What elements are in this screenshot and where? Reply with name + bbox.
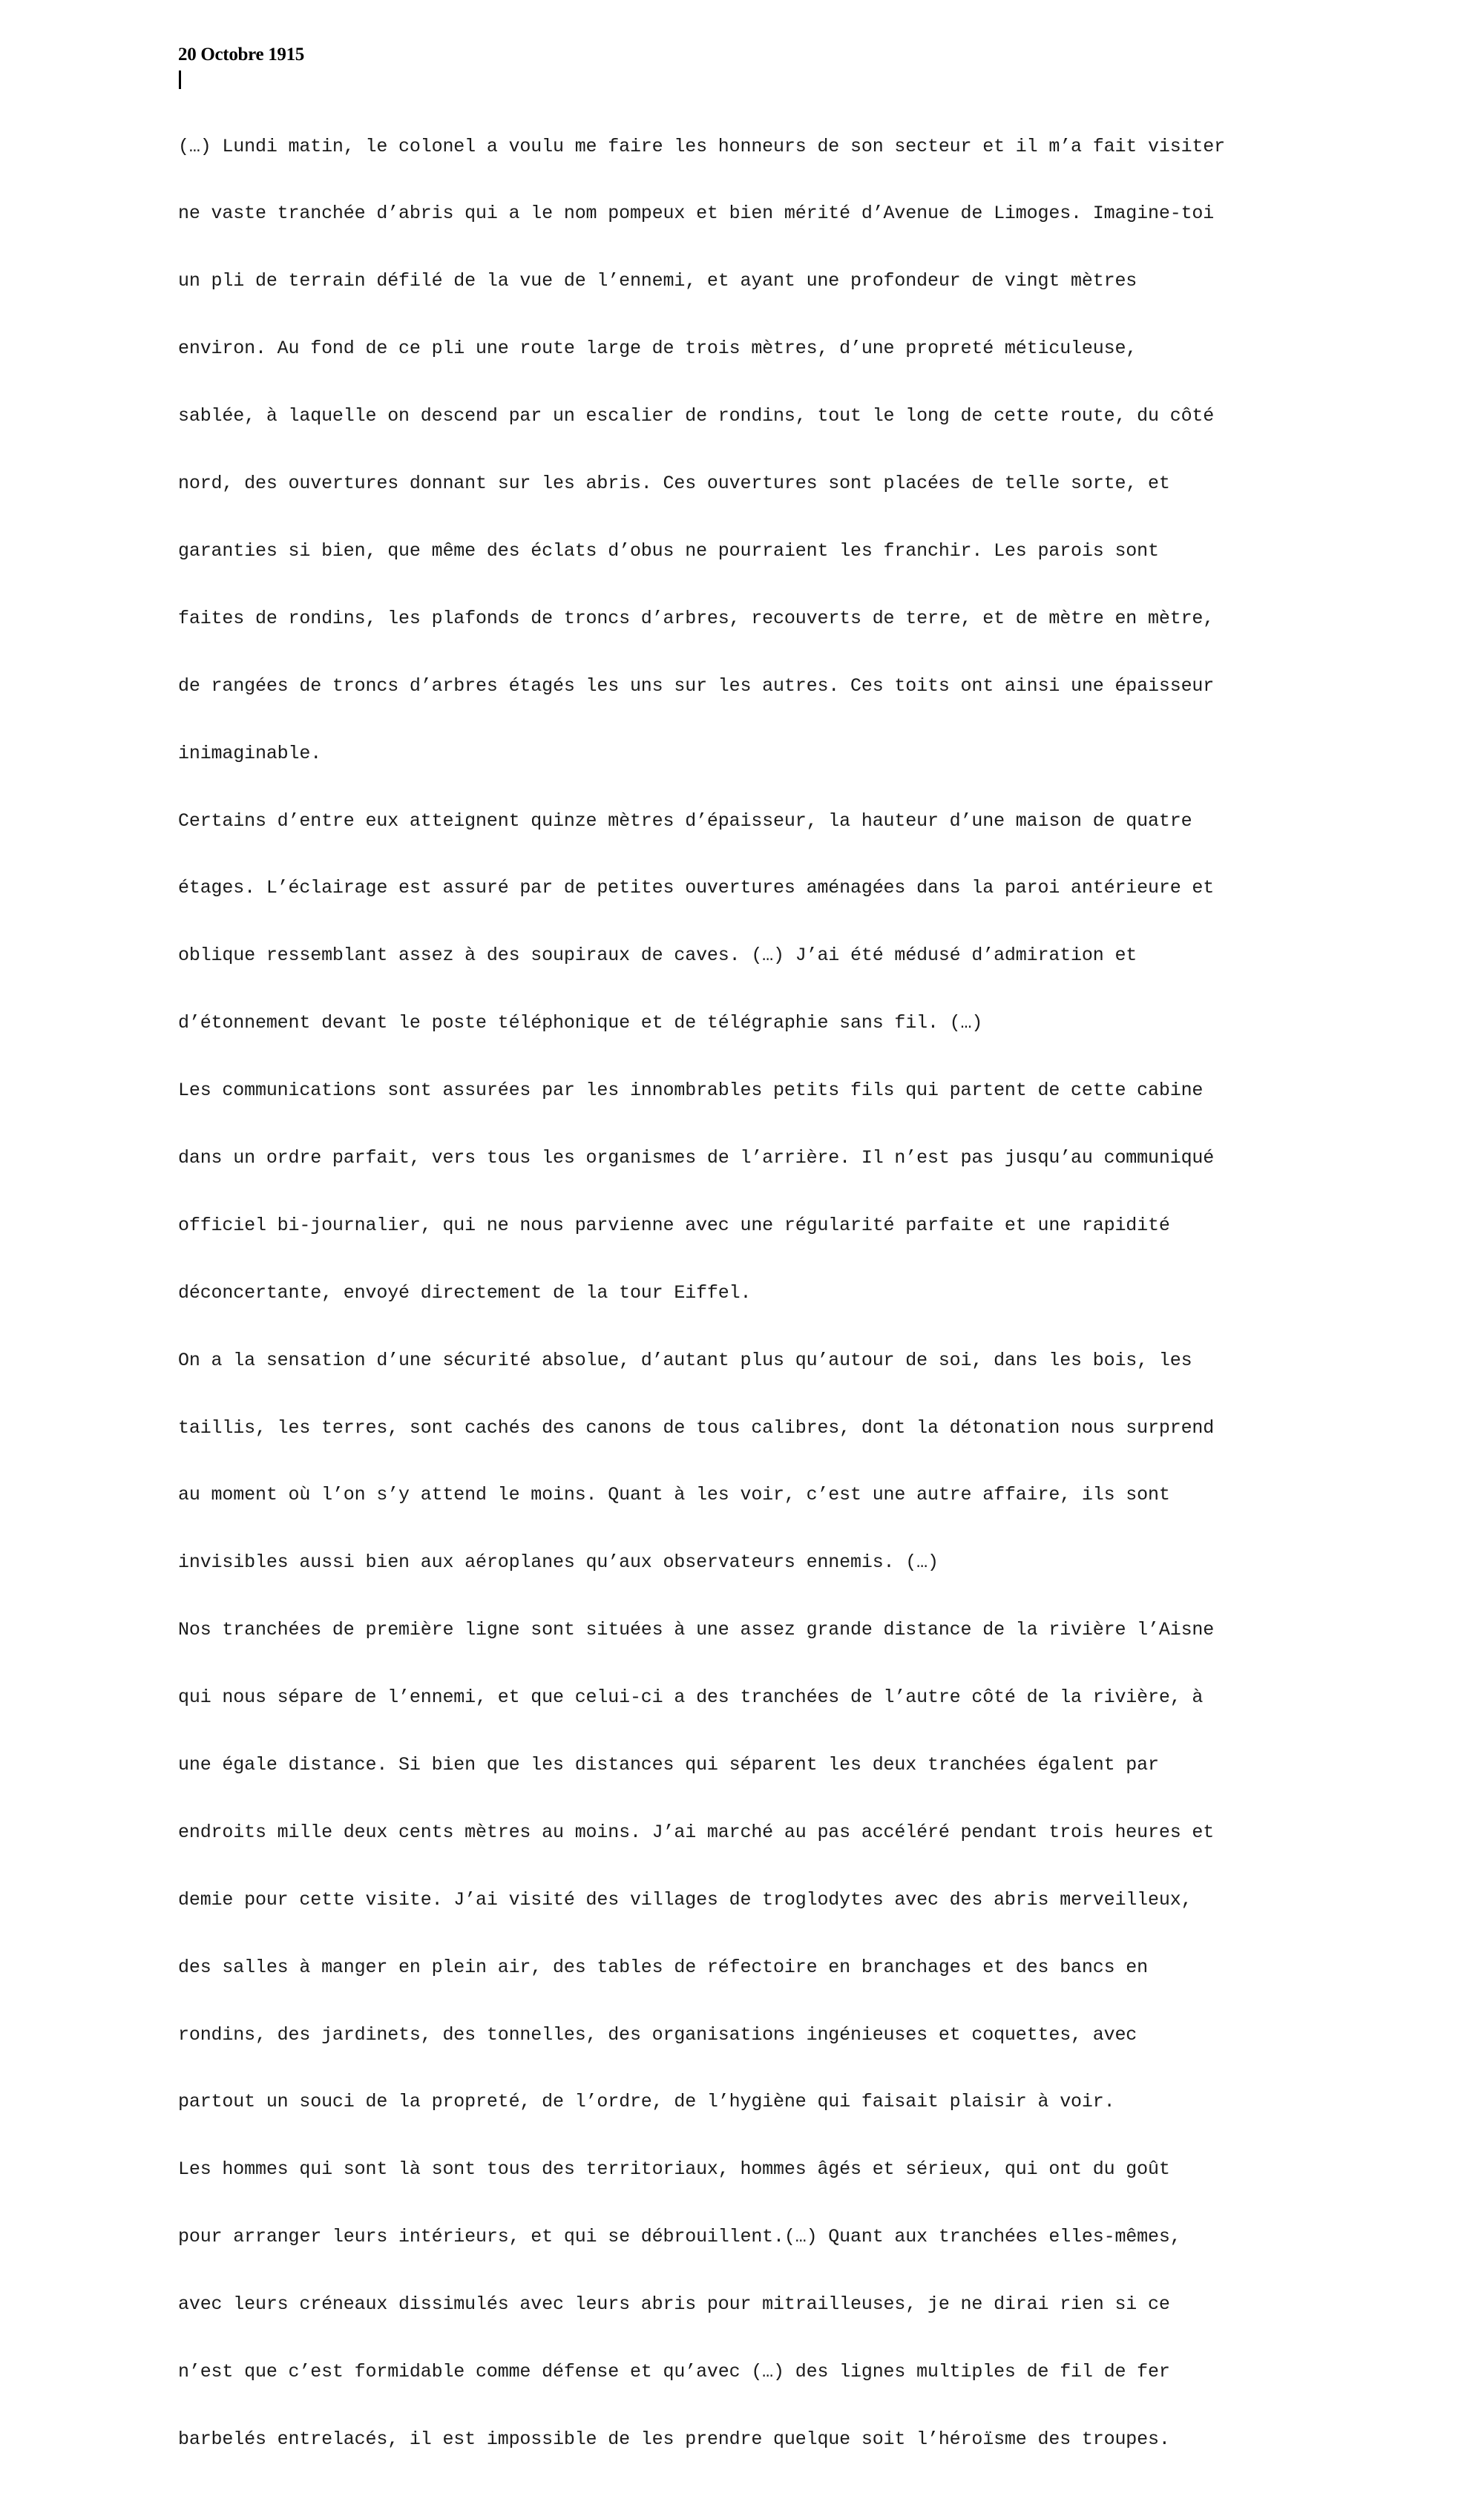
text-line: une égale distance. Si bien que les distances qui séparent les deux tranchées égalent par (178, 1753, 1159, 1776)
text-line: officiel bi-journalier, qui ne nous parvienne avec une régularité parfaite et une rapidité (178, 1214, 1170, 1236)
text-line: Certains d’entre eux atteignent quinze mètres d’épaisseur, la hauteur d’une maison de quatre (178, 809, 1192, 832)
text-line: Les hommes qui sont là sont tous des territoriaux, hommes âgés et sérieux, qui ont du goût (178, 2158, 1170, 2181)
text-line: pour arranger leurs intérieurs, et qui se débrouillent.(…) Quant aux tranchées elles-mêmes, (178, 2226, 1181, 2248)
text-line: sablée, à laquelle on descend par un escalier de rondins, tout le long de cette route, du côté (178, 405, 1215, 427)
text-line: avec leurs créneaux dissimulés avec leurs abris pour mitrailleuses, je ne dirai rien si ce (178, 2293, 1170, 2316)
text-cursor (179, 70, 181, 89)
text-line: oblique ressemblant assez à des soupiraux de caves. (…) J’ai été médusé d’admiration et (178, 945, 1137, 967)
text-line: taillis, les terres, sont cachés des canons de tous calibres, dont la détonation nous surprend (178, 1416, 1215, 1439)
text-line: garanties si bien, que même des éclats d’obus ne pourraient les franchir. Les parois sont (178, 539, 1159, 562)
text-line: Nos tranchées de première ligne sont situées à une assez grande distance de la rivière l’Aisne (178, 1619, 1215, 1641)
text-line: qui nous sépare de l’ennemi, et que celui-ci a des tranchées de l’autre côté de la rivière, à (178, 1687, 1204, 1709)
document-body[interactable] (178, 91, 1306, 2496)
text-line: ne vaste tranchée d’abris qui a le nom pompeux et bien mérité d’Avenue de Limoges. Imagine-toi (178, 203, 1215, 225)
text-line: barbelés entrelacés, il est impossible de les prendre quelque soit l’héroïsme des troupes. (178, 2428, 1170, 2450)
text-line: n’est que c’est formidable comme défense et qu’avec (…) des lignes multiples de fil de fer (178, 2360, 1170, 2382)
text-line: nord, des ouvertures donnant sur les abris. Ces ouvertures sont placées de telle sorte, et (178, 473, 1170, 495)
text-line: rondins, des jardinets, des tonnelles, des organisations ingénieuses et coquettes, avec (178, 2023, 1137, 2046)
text-line: d’étonnement devant le poste téléphonique et de télégraphie sans fil. (…) (178, 1012, 983, 1034)
text-line: endroits mille deux cents mètres au moins. J’ai marché au pas accéléré pendant trois heures et (178, 1821, 1215, 1843)
text-line: Les communications sont assurées par les innombrables petits fils qui partent de cette cabine (178, 1080, 1204, 1102)
text-line: dans un ordre parfait, vers tous les organismes de l’arrière. Il n’est pas jusqu’au communiqué (178, 1146, 1215, 1169)
text-line: inimaginable. (178, 742, 322, 764)
text-line: déconcertante, envoyé directement de la tour Eiffel. (178, 1281, 752, 1304)
text-line: partout un souci de la propreté, de l’ordre, de l’hygiène qui faisait plaisir à voir. (178, 2091, 1115, 2113)
text-line: faites de rondins, les plafonds de troncs d’arbres, recouverts de terre, et de mètre en mètre, (178, 607, 1215, 629)
text-line: invisibles aussi bien aux aéroplanes qu’aux observateurs ennemis. (…) (178, 1551, 939, 1574)
text-line: un pli de terrain défilé de la vue de l’ennemi, et ayant une profondeur de vingt mètres (178, 270, 1137, 292)
text-line: étages. L’éclairage est assuré par de petites ouvertures aménagées dans la paroi antérieure et (178, 877, 1215, 899)
date-heading: 20 Octobre 1915 (178, 45, 305, 65)
text-line: (…) Lundi matin, le colonel a voulu me faire les honneurs de son secteur et il m’a fait visiter (178, 135, 1225, 157)
text-line: demie pour cette visite. J’ai visité des villages de troglodytes avec des abris merveilleux, (178, 1888, 1192, 1911)
text-line: environ. Au fond de ce pli une route large de trois mètres, d’une propreté méticuleuse, (178, 338, 1137, 360)
text-line: des salles à manger en plein air, des tables de réfectoire en branchages et des bancs en (178, 1956, 1149, 1978)
text-line: au moment où l’on s’y attend le moins. Quant à les voir, c’est une autre affaire, ils sont (178, 1484, 1170, 1506)
text-line: de rangées de troncs d’arbres étagés les uns sur les autres. Ces toits ont ainsi une épaisseur (178, 674, 1215, 697)
text-line: On a la sensation d’une sécurité absolue, d’autant plus qu’autour de soi, dans les bois, les (178, 1349, 1192, 1371)
